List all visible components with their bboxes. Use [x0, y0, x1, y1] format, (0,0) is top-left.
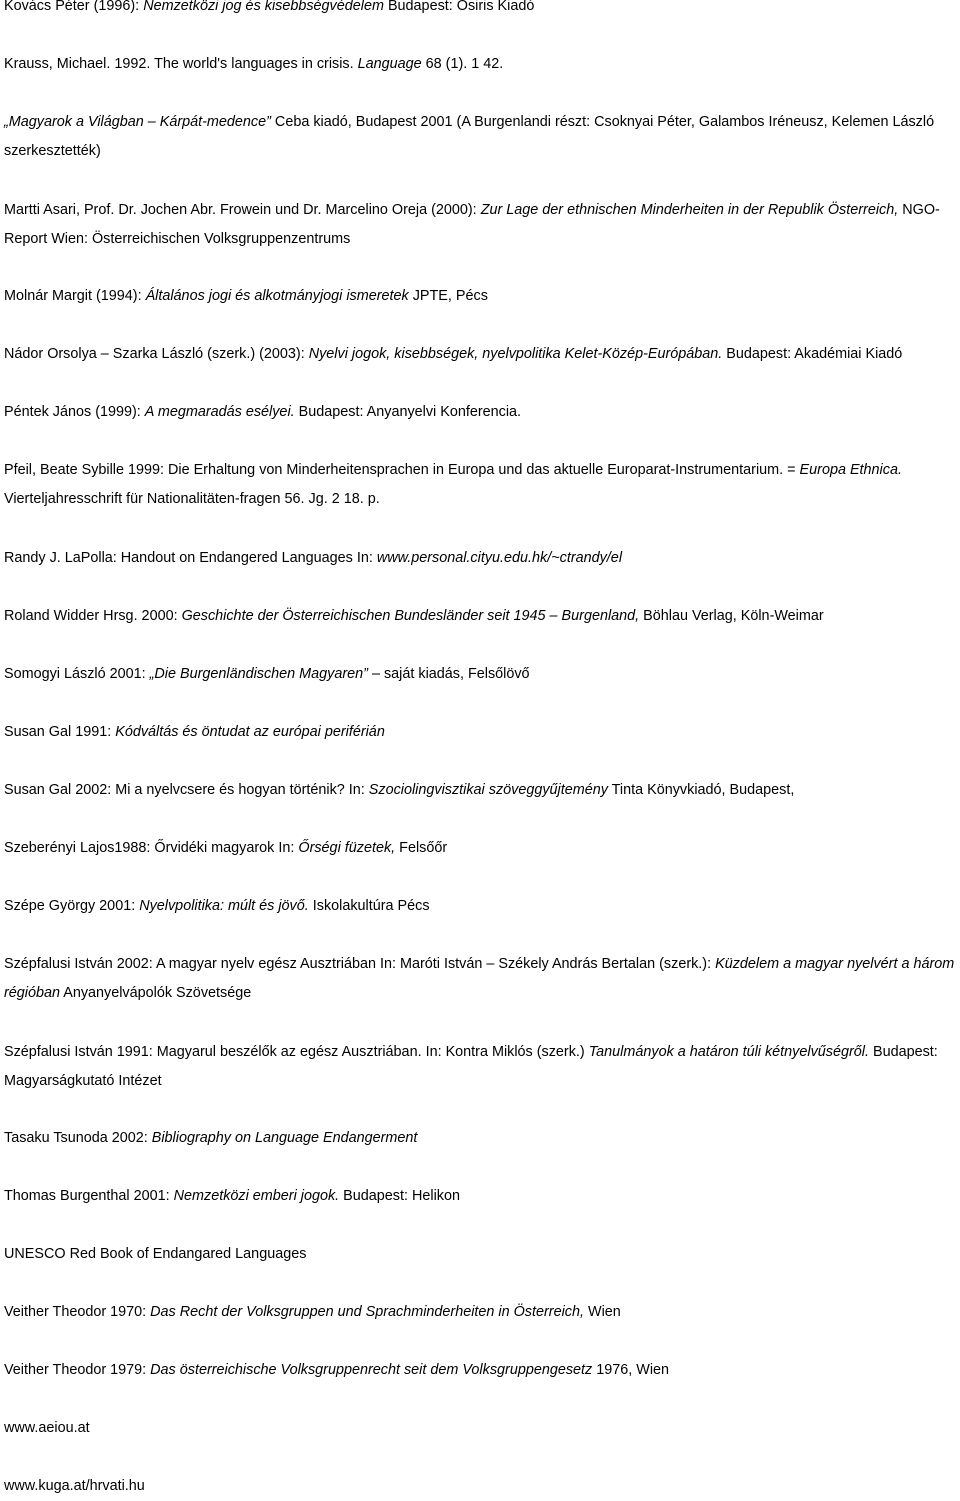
reference-title: Szociolingvisztikai szöveggyűjtemény [368, 782, 608, 798]
reference-text: Randy J. LaPolla: Handout on Endangered Languages In: [4, 550, 377, 566]
reference-text: Anyanyelvápolók Szövetsége [60, 985, 252, 1001]
reference-text: Iskolakultúra Pécs [308, 898, 430, 914]
reference-text: Veither Theodor 1979: [4, 1362, 151, 1378]
reference-text: Budapest: Anyanyelvi Konferencia. [294, 404, 522, 420]
reference-entry [4, 1182, 960, 1211]
reference-text: Molnár Margit (1994): [4, 288, 146, 304]
reference-title: Das österreichische Volksgruppenrecht seit dem Volksgruppengesetz [150, 1362, 593, 1378]
reference-entry [4, 398, 960, 427]
reference-title: Kódváltás és öntudat az európai periférián [115, 724, 385, 740]
reference-entry [4, 834, 960, 863]
reference-entry [4, 1038, 960, 1096]
reference-entry [4, 1414, 960, 1443]
reference-text: Nádor Orsolya – Szarka László (szerk.) (2003): [4, 346, 309, 362]
reference-text: 1976, Wien [592, 1362, 670, 1378]
reference-title: Általános jogi és alkotmányjogi ismeretek [145, 288, 409, 304]
reference-text: Vierteljahresschrift für Nationalitäten-fragen 56. Jg. 2 18. p. [4, 491, 380, 507]
reference-text: www.aeiou.at [4, 1420, 90, 1436]
reference-entry [4, 950, 960, 1008]
reference-entry [4, 282, 960, 311]
reference-title: A megmaradás esélyei. [144, 404, 295, 420]
reference-title: Küzdelem a magyar nyelvért a három régióban [4, 956, 955, 1001]
reference-text: Susan Gal 2002: Mi a nyelvcsere és hogyan történik? In: [4, 782, 369, 798]
reference-text: Somogyi László 2001: [4, 666, 150, 682]
reference-entry [4, 0, 960, 21]
reference-text: UNESCO Red Book of Endangared Languages [4, 1246, 307, 1262]
reference-text: Szépe György 2001: [4, 898, 140, 914]
reference-text: – saját kiadás, Felsőlövő [367, 666, 530, 682]
reference-text: Szépfalusi István 1991: Magyarul beszélők az egész Ausztriában. In: Kontra Miklós (szerk.) [4, 1044, 589, 1060]
reference-entry [4, 456, 960, 514]
reference-text: Tasaku Tsunoda 2002: [4, 1130, 152, 1146]
reference-text: Pfeil, Beate Sybille 1999: Die Erhaltung von Minderheitensprachen in Europa und das aktuelle Europarat-Instrumentarium. = [4, 462, 800, 478]
reference-entry [4, 1240, 960, 1269]
reference-entry [4, 1124, 960, 1153]
reference-title: Őrségi füzetek, [298, 840, 396, 856]
reference-title: Nyelvpolitika: múlt és jövő. [139, 898, 309, 914]
reference-entry [4, 544, 960, 573]
reference-entry [4, 718, 960, 747]
reference-entry [4, 776, 960, 805]
reference-title: Europa Ethnica. [799, 462, 902, 478]
reference-entry [4, 1298, 960, 1327]
reference-entry [4, 660, 960, 689]
reference-title: Language [357, 56, 422, 72]
reference-title: www.personal.cityu.edu.hk/~ctrandy/el [376, 550, 623, 566]
reference-text: www.kuga.at/hrvati.hu [4, 1478, 145, 1494]
reference-title: Nemzetközi emberi jogok. [173, 1188, 340, 1204]
reference-text: Kovács Péter (1996): [4, 0, 144, 14]
reference-text: Szépfalusi István 2002: A magyar nyelv egész Ausztriában In: Maróti István – Székely András Bertalan (szerk.): [4, 956, 716, 972]
reference-text: Ceba kiadó, Budapest 2001 (A Burgenlandi részt: Csoknyai Péter, Galambos Iréneusz, Kelemen László szerkesztették) [4, 114, 935, 159]
reference-title: „Magyarok a Világban – Kárpát-medence” [4, 114, 271, 130]
reference-entry [4, 892, 960, 921]
reference-text: Böhlau Verlag, Köln-Weimar [639, 608, 824, 624]
reference-text: Szeberényi Lajos1988: Őrvidéki magyarok In: [4, 840, 299, 856]
reference-title: Zur Lage der ethnischen Minderheiten in der Republik Österreich, [480, 202, 899, 218]
reference-title: Tanulmányok a határon túli kétnyelvűségről. [588, 1044, 869, 1060]
reference-entry [4, 602, 960, 631]
reference-text: Felsőőr [395, 840, 448, 856]
reference-text: Budapest: Osiris Kiadó [383, 0, 535, 14]
reference-title: Geschichte der Österreichischen Bundesländer seit 1945 – Burgenland, [181, 608, 640, 624]
reference-entry [4, 1356, 960, 1385]
reference-text: Roland Widder Hrsg. 2000: [4, 608, 182, 624]
reference-text: Budapest: Helikon [339, 1188, 460, 1204]
reference-text: Wien [583, 1304, 621, 1320]
reference-text: NGO-Report Wien: Österreichischen Volksgruppenzentrums [4, 202, 940, 247]
reference-entry [4, 196, 960, 254]
reference-text: Thomas Burgenthal 2001: [4, 1188, 174, 1204]
reference-text: Martti Asari, Prof. Dr. Jochen Abr. Frowein und Dr. Marcelino Oreja (2000): [4, 202, 481, 218]
reference-text: Veither Theodor 1970: [4, 1304, 151, 1320]
reference-title: Bibliography on Language Endangerment [151, 1130, 418, 1146]
reference-title: „Die Burgenländischen Magyaren” [149, 666, 368, 682]
reference-text: Budapest: Magyarságkutató Intézet [4, 1044, 938, 1089]
reference-title: Nyelvi jogok, kisebbségek, nyelvpolitika Kelet-Közép-Európában. [308, 346, 723, 362]
reference-title: Nemzetközi jog és kisebbségvédelem [143, 0, 384, 14]
reference-text: 68 (1). 1 42. [421, 56, 504, 72]
reference-text: Susan Gal 1991: [4, 724, 116, 740]
reference-text: Péntek János (1999): [4, 404, 145, 420]
reference-entry [4, 1472, 960, 1501]
reference-entry [4, 50, 960, 79]
reference-entry [4, 340, 960, 369]
reference-entry [4, 108, 960, 166]
reference-text: JPTE, Pécs [408, 288, 488, 304]
reference-title: Das Recht der Volksgruppen und Sprachminderheiten in Österreich, [150, 1304, 584, 1320]
reference-text: Krauss, Michael. 1992. The world's languages in crisis. [4, 56, 358, 72]
reference-text: Budapest: Akadémiai Kiadó [722, 346, 903, 362]
reference-text: Tinta Könyvkiadó, Budapest, [607, 782, 795, 798]
